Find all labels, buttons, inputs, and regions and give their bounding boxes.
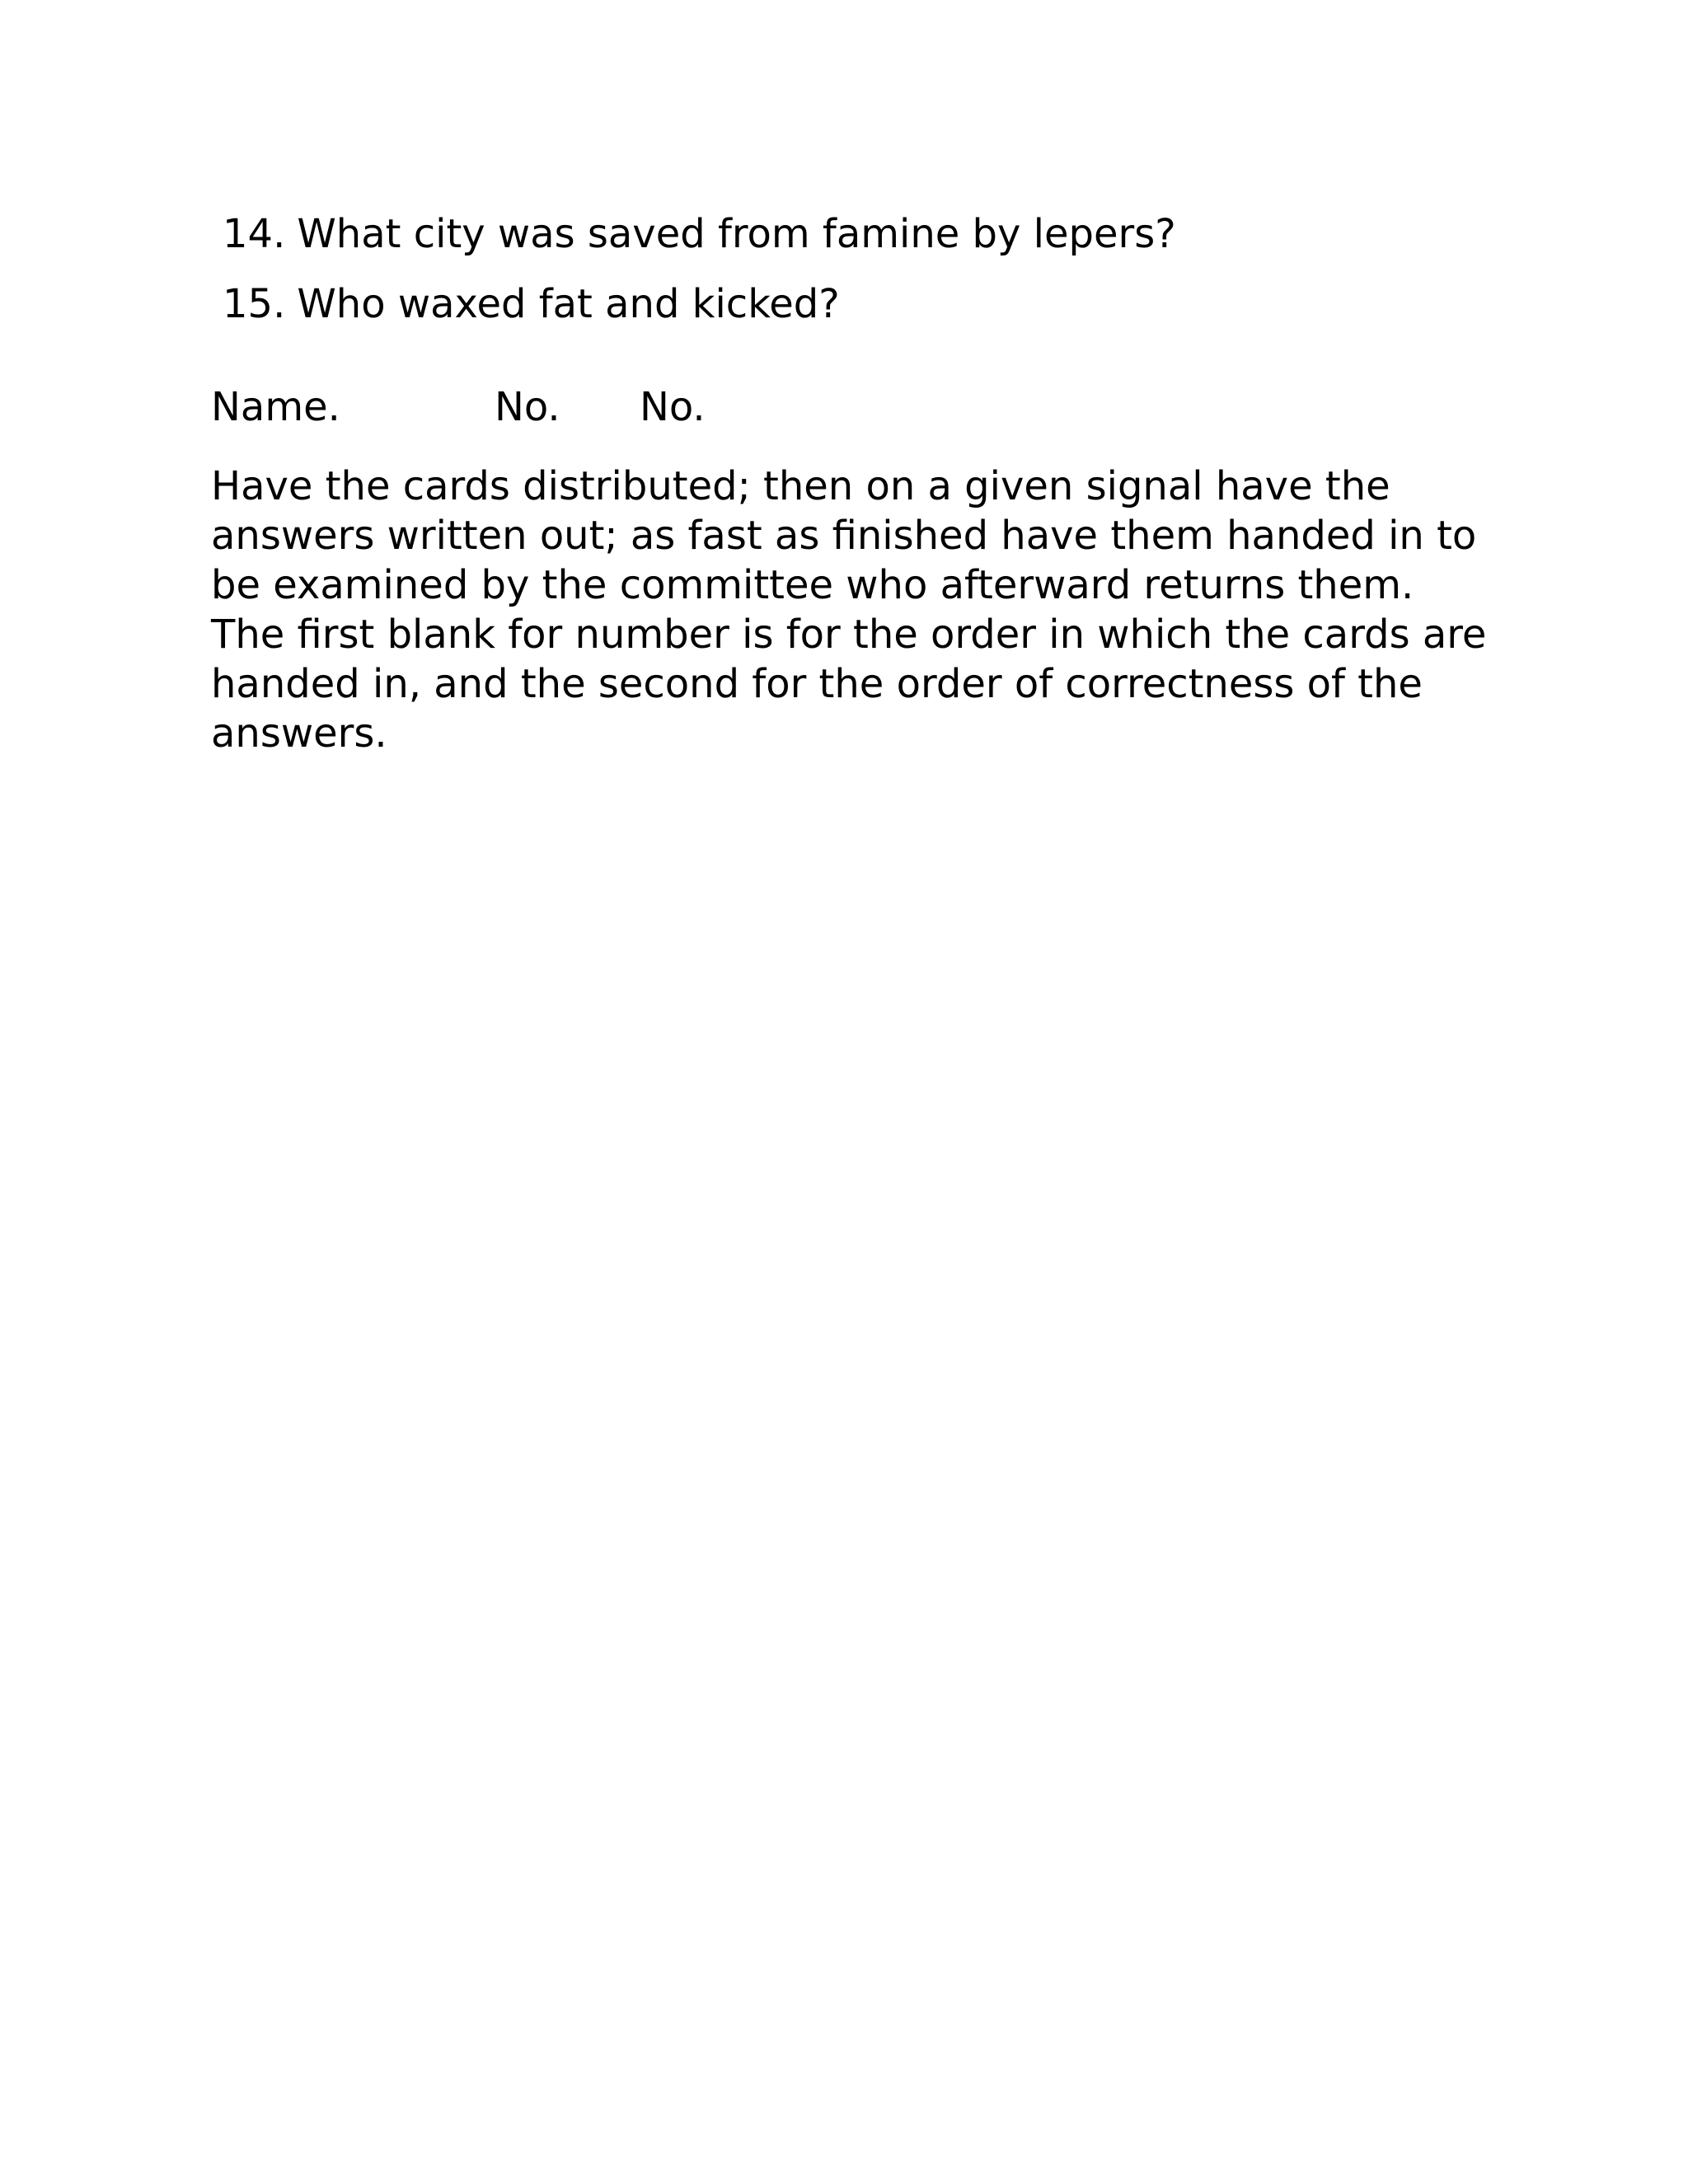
instructions-paragraph: Have the cards distributed; then on a given signal have the answers written out; as fast as finished have them handed in to be examined by the committee who afterward returns them. The first blank for number is for the order in which the cards are handed in, and the second for the order of correctness of the answers. <box>211 463 1487 757</box>
question-15 <box>223 279 840 329</box>
question-text: Who waxed fat and kicked? <box>297 281 840 327</box>
question-number: 14. <box>223 211 286 257</box>
question-text: What city was saved from famine by lepers? <box>297 211 1176 257</box>
question-14 <box>223 209 1176 259</box>
name-label: Name. <box>211 384 340 430</box>
question-number: 15. <box>223 281 286 327</box>
number-label-second: No. <box>640 384 706 430</box>
number-label-first: No. <box>495 384 560 430</box>
